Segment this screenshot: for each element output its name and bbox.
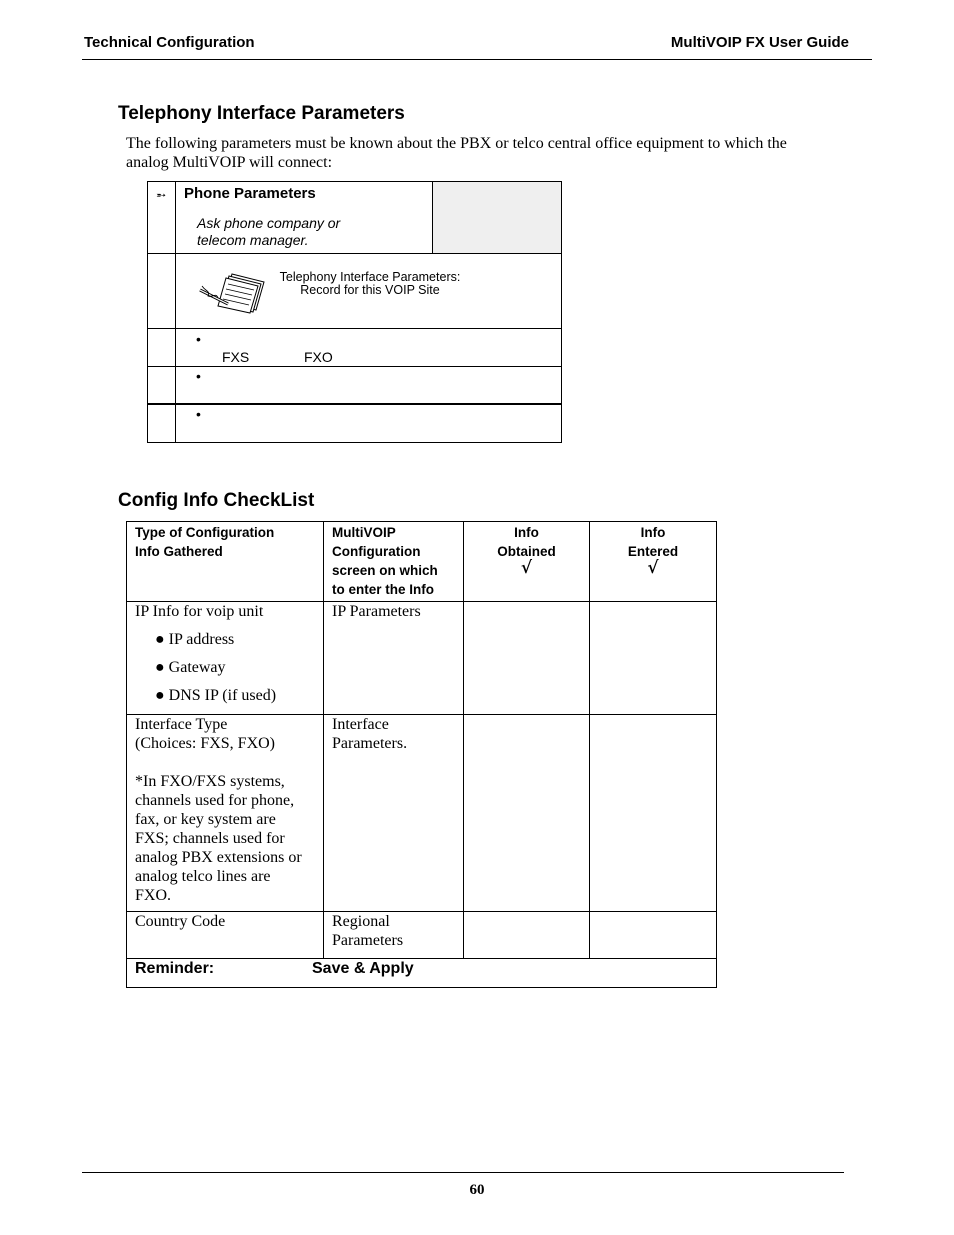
option-fxs: FXS (222, 349, 250, 365)
record-caption-line-2: Record for this VOIP Site (300, 283, 440, 297)
intro-line-1: The following parameters must be known about the PBX or telco central office equipment to which the (126, 135, 787, 152)
header-text: MultiVOIP (332, 525, 396, 540)
header-text: screen on which (332, 563, 438, 578)
cell-text: Country Code (135, 913, 226, 930)
phone-parameters-note (197, 215, 340, 249)
header-text: Info (514, 525, 539, 540)
note-text: FXO. (135, 887, 172, 904)
cell-info-entered (590, 912, 717, 959)
note-line-2: telecom manager. (197, 232, 309, 248)
config-checklist-table (126, 521, 717, 988)
reminder-label: Reminder: (135, 960, 215, 977)
cell-text: Parameters (332, 932, 404, 949)
header-config-screen (324, 522, 464, 602)
table-row-divider (148, 366, 561, 367)
cell-text: (Choices: FXS, FXO) (135, 735, 276, 752)
note-text: analog PBX extensions or (135, 849, 302, 866)
table-row-divider (148, 403, 561, 405)
list-item: ● IP address (155, 631, 235, 648)
section-heading-telephony: Telephony Interface Parameters (118, 103, 405, 124)
header-info-entered (590, 522, 717, 602)
bullet-point: • (196, 368, 201, 384)
record-caption-line-1: Telephony Interface Parameters: (279, 270, 461, 284)
header-config-type (127, 522, 324, 602)
note-line-1: Ask phone company or (197, 215, 341, 231)
page-number: 60 (469, 1182, 485, 1198)
header-text: Info Gathered (135, 544, 223, 559)
key-icon: ➵ (156, 188, 167, 202)
intro-paragraph (126, 134, 846, 172)
reminder-row (127, 959, 717, 988)
note-text: analog telco lines are (135, 868, 271, 885)
header-info-obtained (464, 522, 590, 602)
cell-config-type (127, 912, 324, 959)
header-divider (82, 59, 872, 60)
option-fxo: FXO (304, 349, 333, 365)
cell-text: IP Parameters (332, 603, 421, 620)
table-row-divider (148, 328, 561, 329)
cell-text: Parameters. (332, 735, 408, 752)
reminder-text: Save & Apply (312, 960, 414, 977)
cell-config-type (127, 715, 324, 912)
reminder-cell (127, 959, 717, 988)
cell-info-obtained (464, 715, 590, 912)
header-text: Configuration (332, 544, 421, 559)
cell-info-entered (590, 715, 717, 912)
checkmark-icon: √ (647, 558, 659, 578)
intro-line-2: analog MultiVOIP will connect: (126, 154, 333, 171)
section-heading-checklist: Config Info CheckList (118, 490, 315, 511)
list-item: ● Gateway (155, 659, 226, 676)
cell-text: Interface Type (135, 716, 228, 733)
footer-divider (82, 1172, 844, 1173)
table-row-divider (148, 253, 561, 254)
cell-info-obtained (464, 602, 590, 715)
bullet-point: • (196, 406, 201, 422)
table-row (127, 602, 717, 715)
phone-parameters-table (147, 181, 562, 443)
cell-info-obtained (464, 912, 590, 959)
header-text: Obtained (497, 544, 556, 559)
cell-info-entered (590, 602, 717, 715)
list-item: ● DNS IP (if used) (155, 687, 277, 704)
note-text: FXS; channels used for (135, 830, 285, 847)
table-row (127, 715, 717, 912)
header-text: to enter the Info (332, 582, 434, 597)
cell-config-screen (324, 602, 464, 715)
shaded-cell (432, 182, 561, 253)
header-text: Type of Configuration (135, 525, 275, 540)
cell-config-screen (324, 715, 464, 912)
cell-text: Interface (332, 716, 389, 733)
bullet-point: • (196, 331, 201, 347)
cell-text: Regional (332, 913, 390, 930)
header-text: Entered (627, 544, 679, 559)
cell-text: IP Info for voip unit (135, 603, 264, 620)
cell-config-screen (324, 912, 464, 959)
header-text: Info (640, 525, 666, 540)
cell-config-type (127, 602, 324, 715)
phone-parameters-title: Phone Parameters (184, 185, 316, 202)
note-text: fax, or key system are (135, 811, 276, 828)
running-header-section: Technical Configuration (84, 34, 255, 51)
running-header-title: MultiVOIP FX User Guide (670, 34, 849, 51)
record-caption (258, 271, 482, 297)
note-text: *In FXO/FXS systems, (135, 773, 285, 790)
table-header-row (127, 522, 717, 602)
note-text: channels used for phone, (135, 792, 295, 809)
checkmark-icon: √ (520, 558, 533, 578)
table-row (127, 912, 717, 959)
